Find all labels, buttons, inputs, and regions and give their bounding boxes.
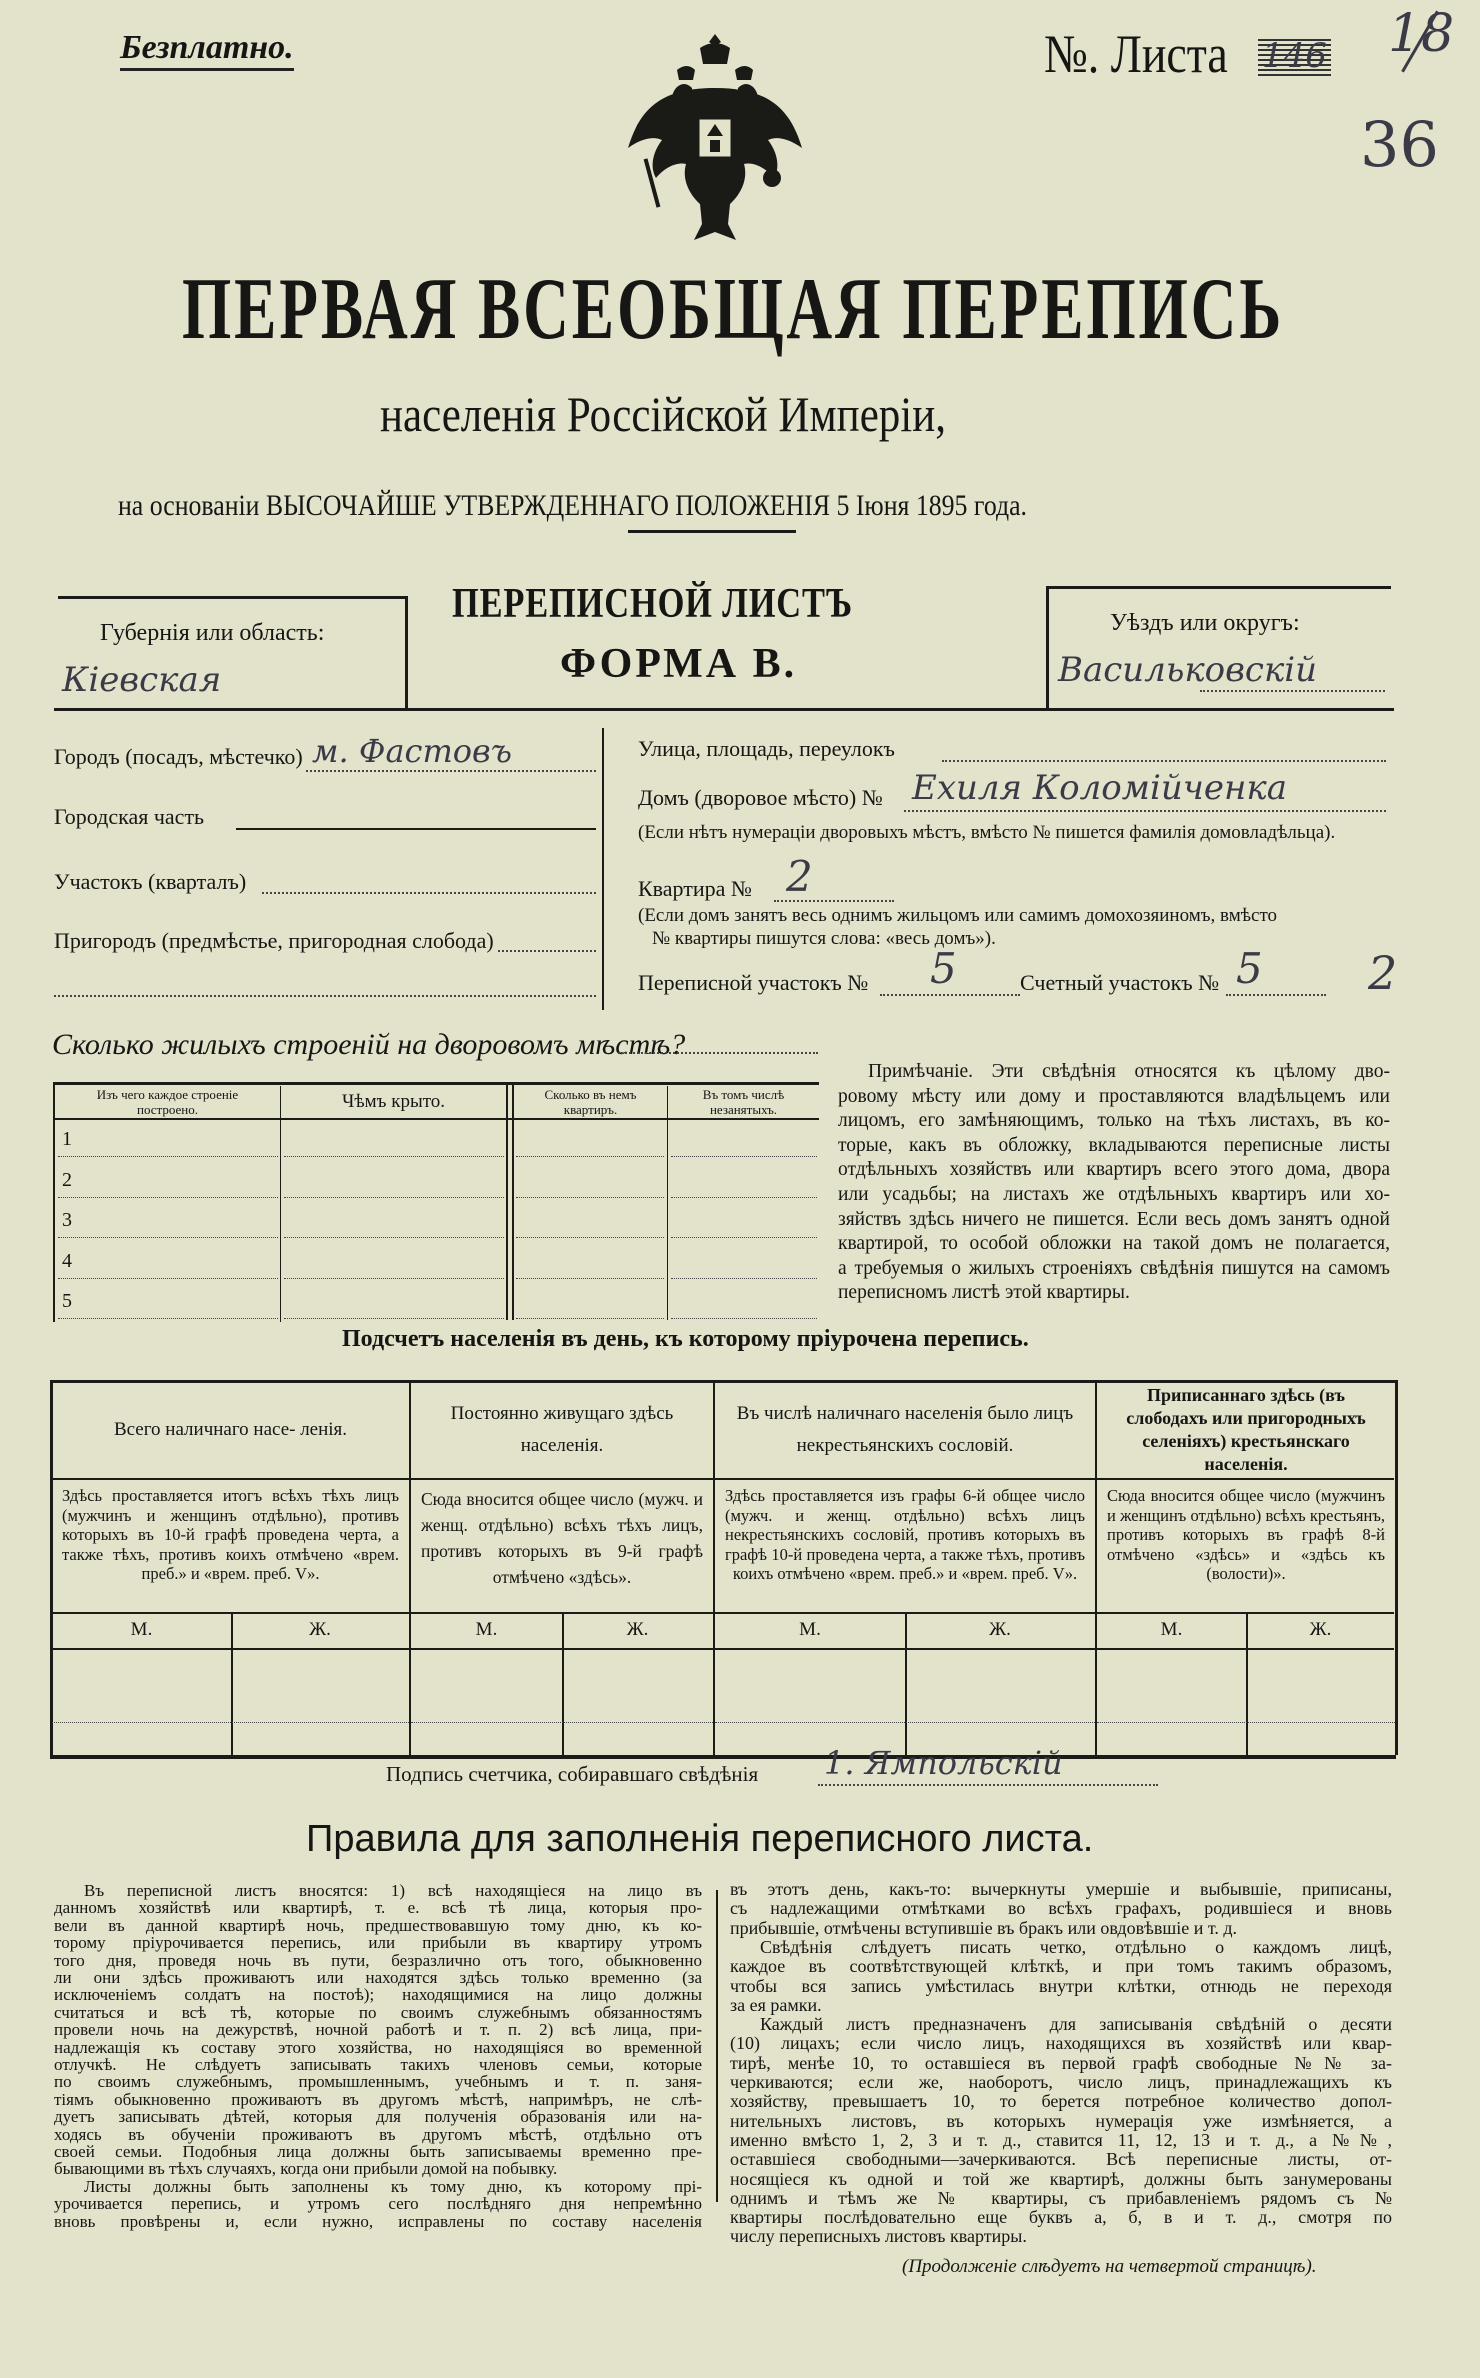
rules-line: черкиваются; если же, наоборотъ, число лицъ, принадлежащихъ къ: [730, 2072, 1392, 2092]
sheet-number: [1044, 24, 1260, 84]
building-row-field[interactable]: [284, 1156, 504, 1157]
building-row-field[interactable]: [516, 1237, 664, 1238]
building-row-field[interactable]: [671, 1237, 817, 1238]
building-row-number: 3: [62, 1209, 72, 1232]
count-value-field[interactable]: [411, 1722, 713, 1723]
female-header: Ж.: [989, 1619, 1011, 1640]
table-border: [50, 1380, 1396, 1383]
building-row-number: 4: [62, 1249, 72, 1272]
signature-value: 1. Ямпольскій: [824, 1744, 1063, 1782]
building-row-field[interactable]: [516, 1318, 664, 1319]
note-line: переписномъ листѣ этой квартиры.: [838, 1282, 1130, 1304]
building-row-number: 2: [62, 1168, 72, 1191]
rules-line: отлучкѣ. Не слѣдуетъ записывать такихъ членовъ семьи, которые: [54, 2055, 702, 2074]
rules-line: нительныхъ листовъ, въ которыхъ нумерація уже измѣняется, а: [730, 2110, 1392, 2131]
building-row-number: 5: [62, 1290, 72, 1313]
rules-line: Листы должны быть заполнены къ тому дню, къ которому прі-: [84, 2176, 702, 2196]
rules-line: съ надлежащими отмѣтками во всѣхъ графахъ, родившіеся и вновь: [730, 1898, 1392, 1919]
note-line: ровому мѣсту или дому и проставляются владѣльцемъ или: [838, 1085, 1390, 1107]
margin-number: 36: [1360, 108, 1439, 181]
apartment-value: 2: [786, 852, 813, 901]
rules-line: Свѣдѣнія слѣдуетъ писать четко, отдѣльно о каждомъ лицѣ,: [760, 1936, 1392, 1957]
female-header: Ж.: [309, 1619, 331, 1640]
count-col-desc: Здѣсь проставляется итогъ всѣхъ тѣхъ лицъ (мужчинъ и женщинъ отдѣльно), противъ которыхъ въ 10-й графѣ проведена черта, а также тѣхъ, противъ коихъ отмѣчено «врем. преб.» и «врем. преб. V».: [62, 1486, 399, 1583]
count-col-desc: Сюда вносится общее число (мужч. и женщ. отдѣльно) всѣхъ тѣхъ лицъ, противъ которыхъ въ 9-й графѣ отмѣчено «здѣсь».: [421, 1489, 703, 1587]
building-row-field[interactable]: [671, 1278, 817, 1279]
table-border: [52, 1612, 1394, 1614]
note-line: зяйствъ здѣсь ничего не пишется. Если весь домъ занятъ одной: [838, 1208, 1390, 1230]
box-right-side: [1046, 586, 1049, 708]
rules-line: хозяйству, превышаетъ 10, то берется потребное количество допол-: [730, 2091, 1392, 2112]
city-value: м. Фастовъ: [312, 732, 512, 770]
note-line: торые, какъ въ обложку, вкладываются переписные листы: [838, 1134, 1390, 1156]
rules-title: Правила для заполненія переписного листа.: [306, 1818, 1094, 1860]
sheet-label: №. Листа: [1044, 24, 1228, 84]
suburb-field[interactable]: [498, 950, 596, 952]
buildings-col-material: Изъ чего каждое строеніе построено.: [96, 1087, 239, 1117]
rules-line: тирѣ, менѣе 10, то оставшіеся въ первой графѣ свободные №№ за-: [730, 2052, 1392, 2073]
rules-line: надлежащія къ составу этого хозяйства, но находящіяся во временной: [54, 2037, 702, 2057]
rules-line: каждое въ соотвѣтствующей клѣткѣ, и при томъ такимъ образомъ,: [730, 1956, 1392, 1977]
building-row-number: 1: [62, 1128, 72, 1150]
legal-basis: на основаніи ВЫСОЧАЙШЕ УТВЕРЖДЕННАГО ПОЛОЖЕНІЯ 5 Іюня 1895 года.: [118, 489, 1028, 522]
count-col-desc: Здѣсь проставляется изъ графы 6-й общее число (мужч. и женщ. отдѣльно) всѣхъ лицъ некрестьянскихъ сословій, противъ которыхъ въ графѣ 10-й проведена черта, а также тѣхъ, противъ коихъ отмѣчено «врем. преб.» и «врем. преб. V».: [725, 1486, 1085, 1583]
rules-line: квартиры послѣдовательно еще буквъ а, б, в и т. д., смотря по: [730, 2207, 1392, 2228]
signature-label: Подпись счетчика, собиравшаго свѣдѣнія: [386, 1762, 759, 1786]
province-label: Губернія или область:: [100, 620, 325, 646]
rules-line: прибывшіе, отмѣчены вступившіе въ бракъ или овдовѣвшіе и т. д.: [730, 1917, 1237, 1938]
apartment-label: Квартира №: [638, 876, 752, 901]
table-border: [280, 1086, 281, 1322]
rules-line: данномъ хозяйствѣ или квартирѣ, т. е. всѣ тѣ лица, которыя про-: [54, 1898, 702, 1918]
census-district-field[interactable]: [880, 994, 1020, 996]
rules-line: за ея рамки.: [730, 1994, 822, 2015]
rules-line: тіямъ обыкновенно проживаютъ въ другомъ мѣстѣ, напримѣръ, не слѣ-: [54, 2089, 702, 2109]
city-part-label: Городская часть: [54, 804, 205, 829]
count-value-field[interactable]: [715, 1722, 1095, 1723]
female-header: Ж.: [626, 1619, 649, 1640]
rules-divider: [716, 1890, 718, 2202]
box-row-bottom: [54, 708, 1394, 711]
signature-field[interactable]: [818, 1784, 1158, 1786]
precinct-field[interactable]: [262, 892, 596, 894]
rules-line: оставшіеся свободными—зачеркиваются. Всѣ переписные листы, от-: [730, 2149, 1392, 2170]
note-line: отдѣльныхъ хозяйствъ или квартиръ всего этого дома, двора: [838, 1159, 1390, 1181]
building-row-field[interactable]: [516, 1278, 664, 1279]
margin-mark: 2: [1368, 946, 1398, 1000]
rules-line: ходясь въ обученіи проживаютъ въ другомъ мѣстѣ, отдѣльно отъ: [54, 2124, 702, 2144]
suburb-field-2[interactable]: [54, 995, 596, 997]
sheet-number-struck: 146: [1258, 36, 1331, 76]
rules-line: того дня, проведя ночь въ пути, безразлично отъ того, обыкновенно: [54, 1950, 702, 1970]
house-field[interactable]: [904, 810, 1386, 812]
rules-line: считаться и всѣ тѣ, которые по своимъ служебнымъ обязанностямъ: [54, 2002, 702, 2022]
rules-line: однимъ и тѣмъ же № квартиры, съ прибавленіемъ рядомъ съ №: [730, 2187, 1392, 2208]
rules-line: дуетъ записывать дѣтей, которыя для полученія образованія или на-: [54, 2107, 702, 2127]
count-col-desc: Сюда вносится общее число (мужчинъ и женщинъ отдѣльно) всѣхъ крестьянъ, противъ которыхъ въ графѣ 8-й отмѣчено «здѣсь» и «здѣсь къ (волости)».: [1107, 1486, 1385, 1583]
rules-line: вновь провѣрены и, если нужно, исправлены по составу населенія: [54, 2211, 702, 2231]
table-border: [1395, 1380, 1398, 1755]
city-label: Городъ (посадъ, мѣстечко): [54, 744, 303, 769]
building-row-field[interactable]: [58, 1237, 278, 1238]
building-row-field[interactable]: [284, 1318, 504, 1319]
divider: [628, 530, 796, 533]
rules-line: бывающими въ тѣхъ случаяхъ, когда они прибыли домой на побывку.: [54, 2159, 558, 2179]
rules-line: Въ переписной листъ вносятся: 1) всѣ находящіеся на лицо въ: [84, 1881, 702, 1900]
house-label: Домъ (дворовое мѣсто) №: [638, 785, 883, 810]
house-note: (Если нѣтъ нумераціи дворовыхъ мѣстъ, вмѣсто № пишется фамилія домовладѣльца).: [638, 822, 1336, 843]
rules-line: своей семьи. Подобныя лица должны быть записываемы временно пре-: [54, 2142, 702, 2161]
sheet-title: ПЕРЕПИСНОЙ ЛИСТЪ: [452, 581, 853, 627]
building-row-field[interactable]: [58, 1156, 278, 1157]
buildings-col-vacant: Въ томъ числѣ незанятыхъ.: [702, 1087, 785, 1117]
building-row-field[interactable]: [671, 1318, 817, 1319]
count-value-field[interactable]: [1097, 1722, 1395, 1723]
street-field[interactable]: [942, 760, 1386, 762]
box-left-side: [405, 596, 408, 708]
buildings-question: Сколько жилыхъ строеній на дворовомъ мѣстѣ?: [52, 1028, 686, 1061]
male-header: М.: [130, 1619, 153, 1640]
note-line: лицомъ, его замѣняющимъ, только на тѣхъ листахъ, въ ко-: [838, 1110, 1390, 1132]
building-row-field[interactable]: [671, 1156, 817, 1157]
count-title: Подсчетъ населенія въ день, къ которому пріурочена перепись.: [342, 1326, 1029, 1352]
margin-number-crossed: 18: [1388, 4, 1455, 64]
house-value: Ехиля Коломійченка: [912, 768, 1287, 808]
table-border: [52, 1648, 1394, 1650]
precinct-label: Участокъ (кварталъ): [54, 869, 247, 894]
apartment-note-1: (Если домъ занятъ весь однимъ жильцомъ или самимъ домохозяиномъ, вмѣсто: [638, 905, 1278, 926]
count-col-header: Всего наличнаго насе- ленія.: [113, 1419, 348, 1440]
building-row-field[interactable]: [58, 1278, 278, 1279]
city-part-field[interactable]: [236, 828, 596, 830]
female-header: Ж.: [1309, 1619, 1332, 1640]
page-subtitle: населенія Россійской Имперіи,: [380, 386, 947, 442]
street-label: Улица, площадь, переулокъ: [638, 736, 895, 761]
table-border: [667, 1086, 668, 1320]
count-col-header: Постоянно живущаго здѣсь населенія.: [450, 1403, 674, 1456]
table-border: [52, 1478, 1394, 1480]
city-field[interactable]: [306, 770, 596, 772]
table-border: [55, 1118, 819, 1120]
note-line: квартирой, то особой обложки на такой домъ не полагается,: [838, 1233, 1390, 1255]
building-row-field[interactable]: [58, 1197, 278, 1198]
buildings-count-field[interactable]: [618, 1052, 818, 1054]
apartment-note-2: № квартиры пишутся слова: «весь домъ»).: [652, 928, 996, 949]
rules-line: вели въ данной квартирѣ ночь, предшествовавшую тому дню, къ ко-: [54, 1915, 702, 1935]
male-header: М.: [799, 1619, 821, 1640]
rules-line: числу переписныхъ листовъ квартиры.: [730, 2226, 1027, 2247]
building-row-field[interactable]: [516, 1156, 664, 1157]
counting-district-field[interactable]: [1226, 994, 1326, 996]
free-label: Безплатно.: [120, 28, 294, 71]
counting-district-value: 5: [1236, 944, 1263, 993]
form-name: ФОРМА В.: [560, 641, 798, 687]
count-col-header: Приписаннаго здѣсь (въ слободахъ или пригородныхъ селеніяхъ) крестьянскаго населенія.: [1126, 1385, 1366, 1474]
province-value: Кіевская: [62, 660, 222, 700]
building-row-field[interactable]: [516, 1197, 664, 1198]
page-title: ПЕРВАЯ ВСЕОБЩАЯ ПЕРЕПИСЬ: [182, 261, 1285, 358]
district-value: Васильковскій: [1058, 650, 1318, 690]
rules-line: по своимъ служебнымъ, промышленнымъ, учебнымъ и т. п. заня-: [54, 2072, 702, 2092]
box-right-top: [1046, 586, 1391, 589]
rules-line: урочивается перепись, и утромъ сего послѣдняго дня непремѣнно: [54, 2194, 702, 2214]
note-line: или усадьбы; на листахъ же отдѣльныхъ квартиръ или хо-: [838, 1184, 1390, 1205]
district-line: [1200, 690, 1385, 692]
note-line: а требуемыя о жилыхъ строеніяхъ свѣдѣнія пишутся на самомъ: [838, 1257, 1390, 1279]
census-district-value: 5: [930, 944, 957, 993]
census-district-label: Переписной участокъ №: [638, 970, 869, 995]
rules-line: Каждый листъ предназначенъ для записыванія свѣдѣній о десяти: [760, 2014, 1392, 2035]
box-left-top: [58, 596, 408, 599]
imperial-eagle-emblem: [622, 28, 808, 248]
buildings-col-apartments: Сколько въ немъ квартиръ.: [544, 1087, 637, 1117]
rules-line: провели ночь на дежурствѣ, ночной работѣ и т. п. 2) всѣ лица, при-: [54, 2020, 702, 2040]
male-header: М.: [1160, 1619, 1183, 1640]
rules-line: торому пріурочивается перепись, или прибыли въ квартиру утромъ: [54, 1933, 702, 1953]
rules-line: именно вмѣсто 1, 2, 3 и т. д., ставится 11, 12, 13 и т. д., а №№,: [730, 2129, 1392, 2150]
rules-continuation: (Продолженіе слѣдуетъ на четвертой страницѣ).: [902, 2256, 1317, 2277]
district-label: Уѣздъ или округъ:: [1110, 610, 1300, 636]
rules-line: носящіеся къ одной и той же квартирѣ, должны быть занумерованы: [730, 2168, 1392, 2189]
note-line: Примѣчаніе. Эти свѣдѣнія относятся къ цѣлому дво-: [868, 1061, 1390, 1082]
rules-line: въ этотъ день, какъ-то: вычеркнуты умершіе и выбывшіе, приписаны,: [730, 1879, 1392, 1899]
building-row-field[interactable]: [671, 1197, 817, 1198]
address-divider: [602, 728, 604, 1010]
table-border: [53, 1082, 819, 1085]
count-value-field[interactable]: [52, 1722, 409, 1723]
building-row-field[interactable]: [284, 1278, 504, 1279]
building-row-field[interactable]: [284, 1197, 504, 1198]
male-header: М.: [475, 1619, 498, 1640]
rules-line: чтобы вся запись умѣстилась внутри клѣтки, отнюдь не переходя: [730, 1975, 1392, 1996]
suburb-label: Пригородъ (предмѣстье, пригородная слобода): [54, 928, 494, 953]
count-col-header: Въ числѣ наличнаго населенія было лицъ некрестьянскихъ сословій.: [736, 1403, 1074, 1456]
rules-line: исключеніемъ солдатъ на постоѣ); находящимися на лицо должны: [54, 1985, 702, 2005]
rules-line: (10) лицахъ; если число лицъ, находящихся въ хозяйствѣ или квар-: [730, 2033, 1392, 2054]
buildings-col-roof: Чѣмъ крыто.: [341, 1091, 446, 1112]
building-row-field[interactable]: [284, 1237, 504, 1238]
counting-district-label: Счетный участокъ №: [1020, 970, 1220, 995]
table-border: [50, 1755, 1396, 1759]
building-row-field[interactable]: [58, 1318, 278, 1319]
rules-line: ли они здѣсь проживаютъ или находятся здѣсь только временно (за: [54, 1968, 702, 1987]
